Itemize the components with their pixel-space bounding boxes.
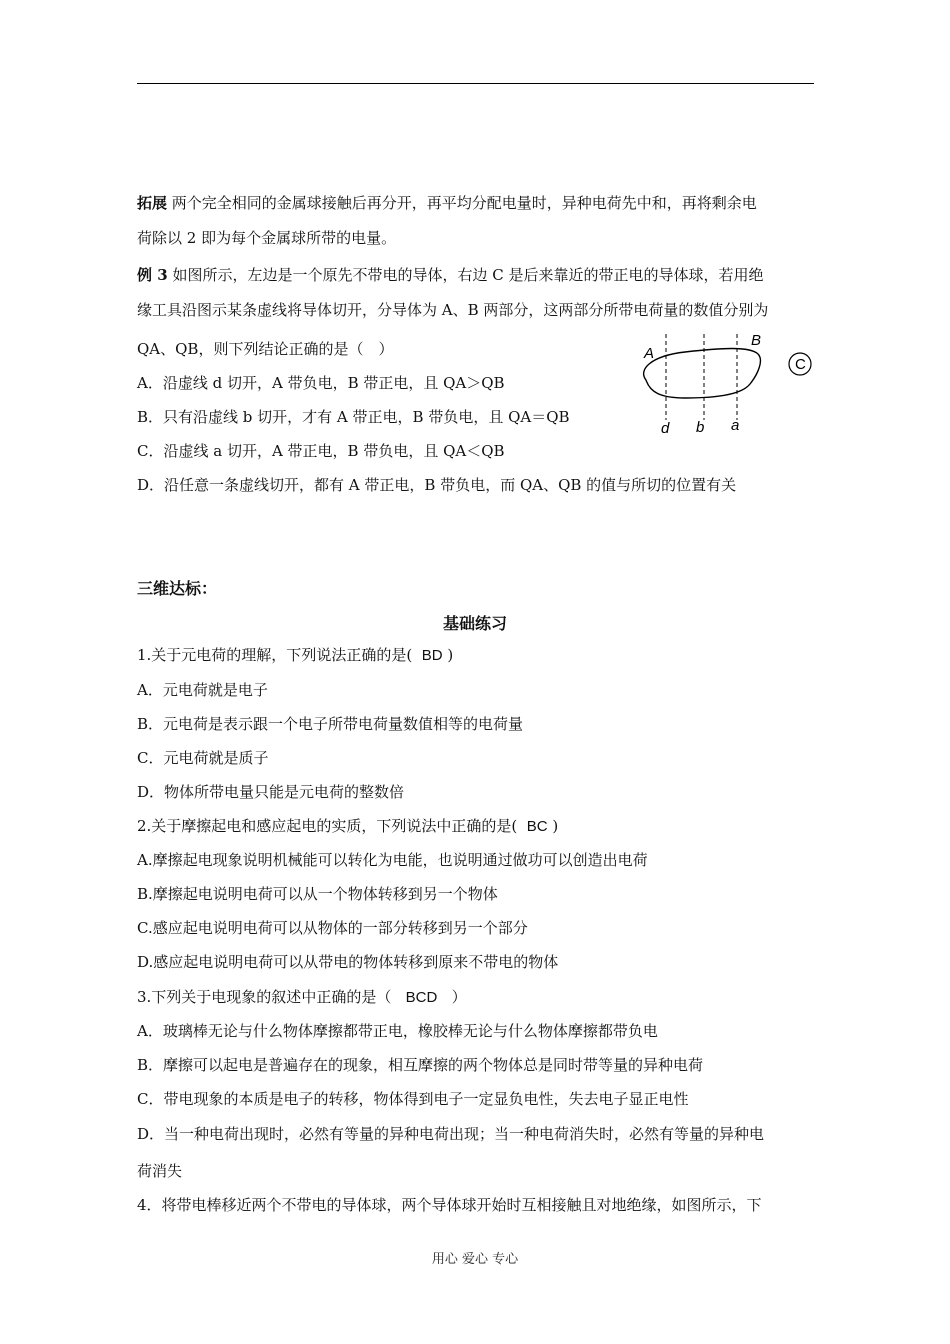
q1-option-a: A．元电荷就是电子 <box>137 681 268 699</box>
extension-text-1: 两个完全相同的金属球接触后再分开，再平均分配电量时，异种电荷先中和，再将剩余电 <box>167 194 757 212</box>
extension-line-2: 荷除以 2 即为每个金属球所带的电量。 <box>137 229 397 247</box>
example3-line-1 <box>137 265 763 285</box>
example3-line-2: 缘工具沿图示某条虚线将导体切开，分导体为 A、B 两部分，这两部分所带电荷量的数值分别为 <box>137 301 769 319</box>
example3-option-a: A．沿虚线 d 切开，A 带负电，B 带正电，且 QA＞QB <box>137 374 505 392</box>
extension-label: 拓展 <box>137 194 168 212</box>
q1-option-c: C．元电荷就是质子 <box>137 749 269 767</box>
q2-option-b: B.摩擦起电说明电荷可以从一个物体转移到另一个物体 <box>137 885 498 903</box>
subsection-title: 基础练习 <box>442 614 507 633</box>
q3-answer: BCD <box>405 989 438 1006</box>
q3-option-d: D．当一种电荷出现时，必然有等量的异种电荷出现；当一种电荷消失时，必然有等量的异种电 <box>137 1125 765 1143</box>
q1-answer: BD <box>421 647 443 664</box>
header-rule <box>137 83 814 84</box>
q1-stem <box>137 645 453 666</box>
label-a-region: A <box>644 345 655 362</box>
example3-text-1: 如图所示，左边是一个原先不带电的导体，右边 C 是后来靠近的带正电的导体球，若用绝 <box>167 266 764 284</box>
q3-option-d-cont: 荷消失 <box>137 1162 183 1180</box>
q3-stem-text: 3.下列关于电现象的叙述中正确的是（ <box>137 988 392 1006</box>
extension-line-1 <box>137 193 757 213</box>
q3-option-c: C．带电现象的本质是电子的转移，物体得到电子一定显负电性，失去电子显正电性 <box>137 1090 689 1108</box>
q1-close: ) <box>447 646 454 664</box>
label-b-region: B <box>751 332 762 349</box>
label-c-sphere: C <box>795 356 806 373</box>
q3-close: ） <box>451 988 467 1006</box>
page-footer: 用心 爱心 专心 <box>431 1252 519 1267</box>
example3-label: 例 3 <box>137 266 168 284</box>
q3-stem <box>137 987 467 1008</box>
label-cut-a: a <box>731 417 740 434</box>
label-cut-d: d <box>661 420 670 437</box>
q4-stem: 4．将带电棒移近两个不带电的导体球，两个导体球开始时互相接触且对地绝缘，如图所示，下 <box>137 1196 762 1214</box>
q2-answer: BC <box>526 818 548 835</box>
conductor-figure <box>630 328 820 438</box>
conductor-outline <box>644 349 761 399</box>
q2-stem-text: 2.关于摩擦起电和感应起电的实质，下列说法中正确的是( <box>137 817 518 835</box>
q2-option-d: D.感应起电说明电荷可以从带电的物体转移到原来不带电的物体 <box>137 953 559 971</box>
q2-option-a: A.摩擦起电现象说明机械能可以转化为电能，也说明通过做功可以创造出电荷 <box>137 851 648 869</box>
q1-option-b: B．元电荷是表示跟一个电子所带电荷量数值相等的电荷量 <box>137 715 524 733</box>
q1-option-d: D．物体所带电量只能是元电荷的整数倍 <box>137 783 405 801</box>
q2-stem <box>137 816 558 837</box>
q1-stem-text: 1.关于元电荷的理解，下列说法正确的是( <box>137 646 413 664</box>
q2-option-c: C.感应起电说明电荷可以从物体的一部分转移到另一个部分 <box>137 919 528 937</box>
q2-close: ) <box>552 817 559 835</box>
q3-option-b: B．摩擦可以起电是普遍存在的现象，相互摩擦的两个物体总是同时带等量的异种电荷 <box>137 1056 704 1074</box>
example3-option-c: C．沿虚线 a 切开，A 带正电，B 带负电，且 QA＜QB <box>137 442 505 460</box>
example3-option-b: B．只有沿虚线 b 切开，才有 A 带正电，B 带负电，且 QA＝QB <box>137 408 570 426</box>
label-cut-b: b <box>696 419 705 436</box>
example3-option-d: D．沿任意一条虚线切开，都有 A 带正电，B 带负电，而 QA、QB 的值与所切的位置有关 <box>137 476 737 494</box>
example3-line-3: QA、QB，则下列结论正确的是（ ） <box>137 340 394 358</box>
q3-option-a: A．玻璃棒无论与什么物体摩擦都带正电，橡胶棒无论与什么物体摩擦都带负电 <box>137 1022 658 1040</box>
section-title: 三维达标： <box>137 579 218 598</box>
